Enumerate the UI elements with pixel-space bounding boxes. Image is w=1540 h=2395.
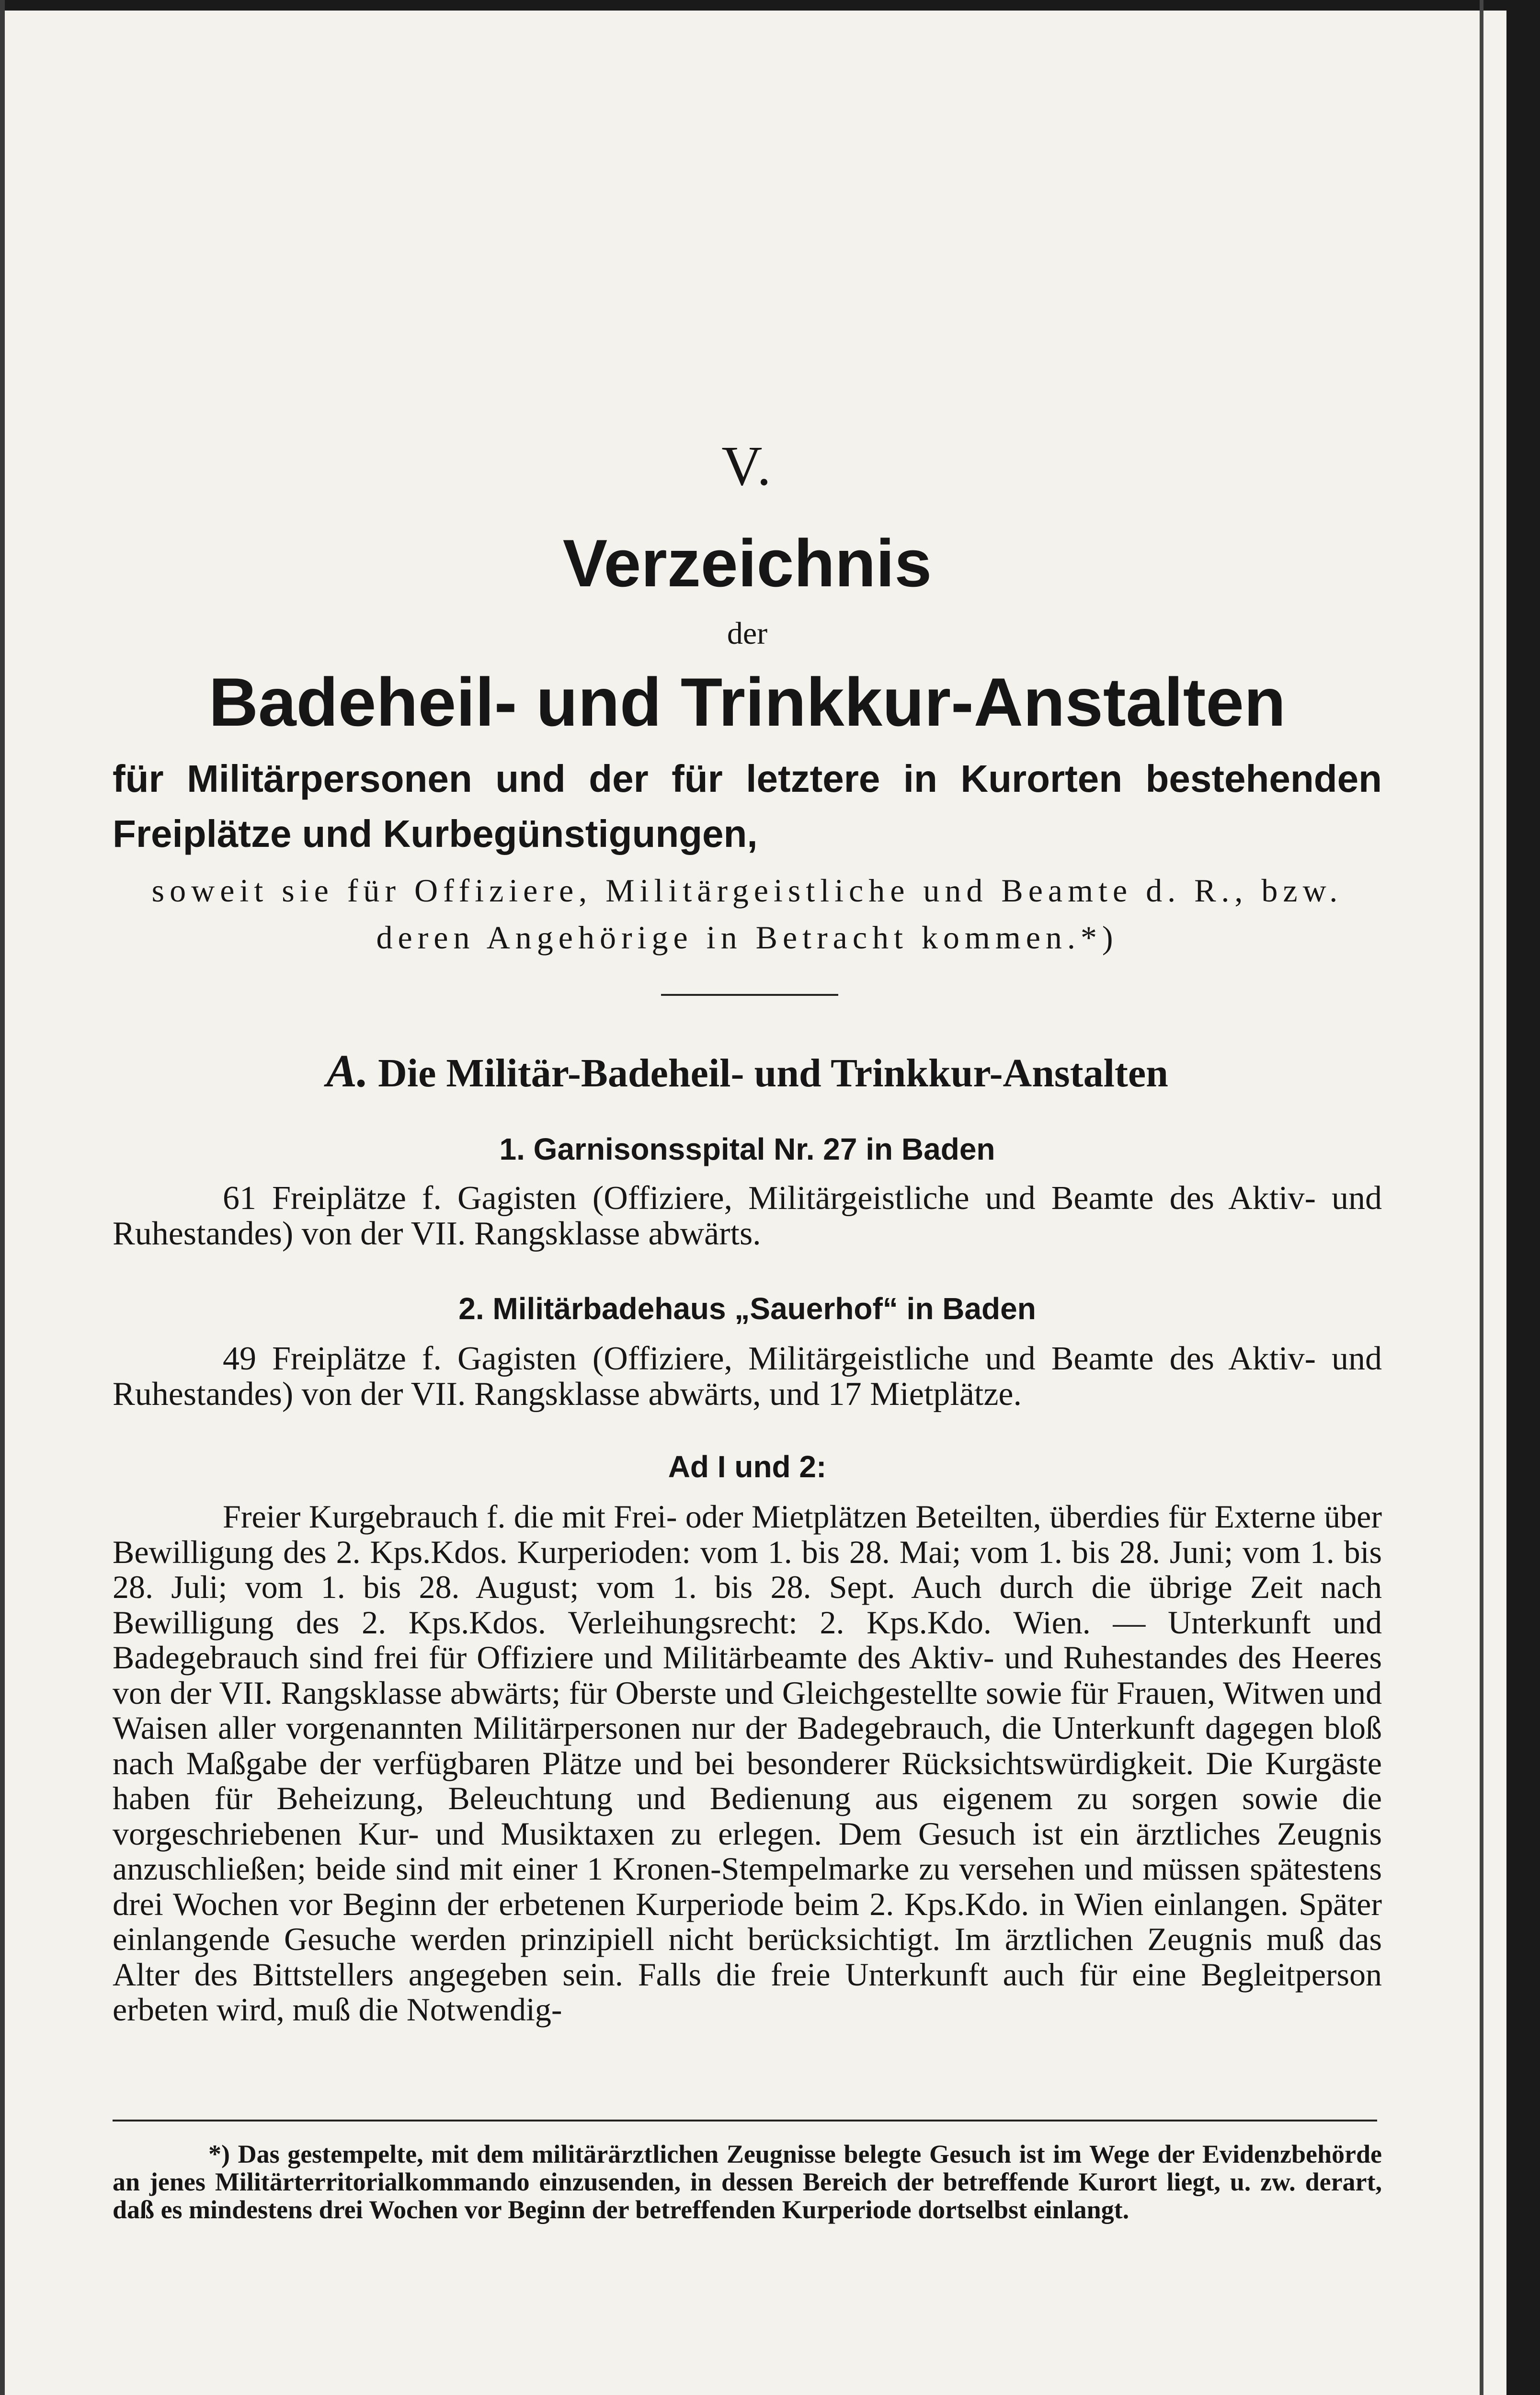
- body-paragraph: Freier Kurgebrauch f. die mit Frei- oder Mietplätzen Beteilten, überdies für Externe über Bewilligung des 2. Kps.Kdos. Kurperioden: vom 1. bis 28. Mai; vom 1. bis 28. Juni; vom 1. bis 28. Juli; vom 1. bis 28. August; vom 1. bis 28. Sept. Auch durch die übrige Zeit nach Bewilligung des 2. Kps.Kdos. Verleihungsrecht: 2. Kps.Kdo. Wien. — Unterkunft und Badegebrauch sind frei für Offiziere und Militärbeamte des Aktiv- und Ruhestandes des Heeres von der VII. Rangsklasse abwärts; für Oberste und Gleichgestellte sowie für Frauen, Witwen und Waisen aller vorgenannten Militärpersonen nur der Badegebrauch, die Unterkunft dagegen bloß nach Maßgabe der verfügbaren Plätze und bei besonderer Rücksichtswürdigkeit. Die Kurgäste haben für Beheizung, Beleuchtung und Bedienung aus eigenem zu sorgen sowie die vorgeschriebenen Kur- und Musiktaxen zu erlegen. Dem Gesuch ist ein ärztliches Zeugnis anzuschließen; beide sind mit einer 1 Kronen-Stempelmarke zu versehen und müssen spätestens drei Wochen vor Beginn der erbetenen Kurperiode beim 2. Kps.Kdo. in Wien einlangen. Später einlangende Gesuche werden prinzipiell nicht berücksichtigt. Im ärztlichen Zeugnis muß das Alter des Bittstellers angegeben sein. Falls die freie Unterkunft auch für eine Begleitperson erbeten wird, muß die Notwendig-: [113, 1498, 1382, 2028]
- section-a-heading: [113, 1044, 1382, 1097]
- title-connector: der: [727, 616, 768, 651]
- scan-border-top: [0, 0, 1540, 11]
- page-title: Verzeichnis: [562, 525, 932, 601]
- entry-1-heading: 1. Garnisonsspital Nr. 27 in Baden: [499, 1132, 995, 1166]
- section-letter: A.: [326, 1045, 369, 1096]
- scan-border-left: [0, 0, 5, 2395]
- scan-edge-line: [1480, 0, 1483, 2395]
- entry-1-text: 61 Freiplätze f. Gagisten (Offiziere, Militärgeistliche und Beamte des Aktiv- und Ruhestandes) von der VII. Rangsklasse abwärts.: [113, 1180, 1382, 1252]
- scan-border-right: [1506, 0, 1540, 2395]
- entry-2-text: 49 Freiplätze f. Gagisten (Offiziere, Militärgeistliche und Beamte des Aktiv- und Ruhestandes) von der VII. Rangsklasse abwärts, und 17 Mietplätze.: [113, 1340, 1382, 1413]
- footnote-rule: [113, 2120, 1377, 2121]
- page-subtitle: Badeheil- und Trinkkur-Anstalten: [208, 664, 1286, 741]
- scope-line: soweit sie für Offiziere, Militärgeistliche und Beamte d. R., bzw. deren Angehörige in Betracht kommen.*): [151, 872, 1343, 956]
- divider-rule: [661, 994, 838, 996]
- section-a-title: Die Militär-Badeheil- und Trinkkur-Anstalten: [378, 1051, 1168, 1095]
- roman-numeral: V.: [721, 434, 773, 497]
- ad-heading: Ad I und 2:: [668, 1449, 827, 1484]
- footnote: *) Das gestempelte, mit dem militärärztlichen Zeugnisse belegte Gesuch ist im Wege der Evidenzbehörde an jenes Militärterritorialkommando einzusenden, in dessen Bereich der betreffende Kurort liegt, u. zw. derart, daß es mindestens drei Wochen vor Beginn der betreffenden Kurperiode dortselbst einlangt.: [113, 2140, 1382, 2224]
- entry-2-heading: 2. Militärbadehaus „Sauerhof“ in Baden: [458, 1291, 1036, 1326]
- subtitle-description: für Militärpersonen und der für letztere in Kurorten bestehenden Freiplätze und Kurbegünstigungen,: [113, 757, 1382, 855]
